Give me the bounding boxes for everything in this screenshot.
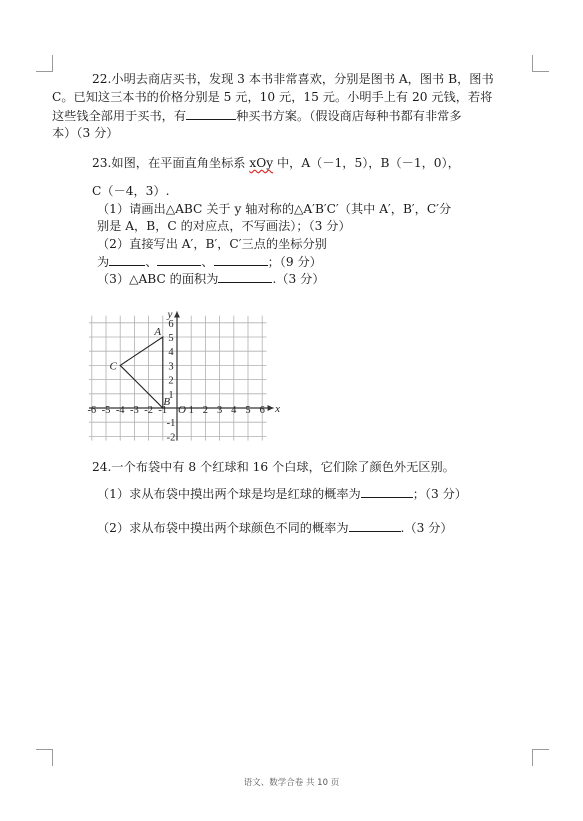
y-tick-label: 2 xyxy=(168,375,174,387)
x-axis-label: x xyxy=(275,403,281,415)
coordinate-grid xyxy=(87,296,292,444)
q24-line: 24.一个布袋中有 8 个红球和 16 个白球，它们除了颜色外无区别。 xyxy=(92,460,455,474)
x-tick-label: 1 xyxy=(188,405,194,416)
y-tick-label: 1 xyxy=(168,389,174,401)
q23-line: （1）请画出△ABC 关于 y 轴对称的△A′B′C′（其中 A′，B′，C′分 xyxy=(97,202,452,216)
page-corner-mark xyxy=(532,55,549,72)
x-tick-label: -5 xyxy=(101,405,111,416)
x-tick-label: -2 xyxy=(144,405,153,416)
tick-labels xyxy=(87,308,280,443)
answer-blank[interactable] xyxy=(157,253,201,266)
x-tick-label: 5 xyxy=(245,405,251,416)
page-corner-mark xyxy=(36,55,53,72)
q22-line: 这些钱全部用于买书，有 种买书方案。（假设商店每种书都有非常多 xyxy=(52,109,462,123)
answer-blank[interactable] xyxy=(186,107,236,120)
q24-line: （1）求从布袋中摸出两个球是均是红球的概率为 ；（3 分） xyxy=(97,487,467,501)
q24-line: （2）求从布袋中摸出两个球颜色不同的概率为 .（3 分） xyxy=(97,521,453,535)
page-corner-mark xyxy=(36,749,53,766)
answer-blank[interactable] xyxy=(214,253,268,266)
q23-line: 为 、 、 ；（9 分） xyxy=(97,255,322,269)
y-tick-label: 5 xyxy=(168,333,174,344)
y-tick-label: 4 xyxy=(168,347,174,359)
answer-blank[interactable] xyxy=(361,485,413,498)
q22-line: C。已知这三本书的价格分别是 5 元，10 元，15 元。小明手上有 20 元钱，若将 xyxy=(52,90,493,104)
x-tick-label: 3 xyxy=(216,405,223,416)
page-corner-mark xyxy=(532,749,549,766)
page-footer: 语文、数学合卷 共 10 页 xyxy=(243,778,340,788)
triangle-outline xyxy=(120,337,163,408)
answer-blank[interactable] xyxy=(349,519,401,532)
x-tick-label: -4 xyxy=(115,405,125,416)
x-axis-arrow xyxy=(268,405,274,411)
q23-line: 别是 A，B，C 的对应点，不写画法）；（3 分） xyxy=(97,219,351,233)
x-tick-label: -1 xyxy=(158,405,168,416)
q22-line: 本）（3 分） xyxy=(52,126,119,140)
q23-line: 23.如图，在平面直角坐标系 xOy 中，A（－1，5），B（－1，0）， xyxy=(92,156,460,170)
y-axis-arrow xyxy=(174,311,180,317)
point-label-b: B xyxy=(163,396,171,408)
q23-line: C（－4，3）. xyxy=(92,184,170,198)
x-tick-label: -6 xyxy=(87,405,97,416)
x-tick-label: 6 xyxy=(259,405,265,416)
grid-lines xyxy=(89,316,267,444)
y-axis-label: y xyxy=(167,308,173,321)
coordinate-system-name: xOy xyxy=(249,156,274,170)
q22-line: 22.小明去商店买书，发现 3 本书非常喜欢，分别是图书 A，图书 B，图书 xyxy=(92,72,494,86)
answer-blank[interactable] xyxy=(218,270,272,283)
x-tick-label: 4 xyxy=(231,405,237,416)
origin-label: O xyxy=(178,404,186,416)
y-tick-label: 6 xyxy=(168,318,174,330)
q23-line: （3）△ABC 的面积为 .（3 分） xyxy=(97,272,325,286)
point-label-a: A xyxy=(154,326,162,338)
x-tick-label: -3 xyxy=(130,405,139,416)
triangle-abc xyxy=(109,326,174,408)
answer-blank[interactable] xyxy=(109,253,145,266)
y-tick-label: -2 xyxy=(166,432,176,444)
point-label-c: C xyxy=(109,360,117,373)
y-tick-label: -1 xyxy=(166,418,176,430)
q23-line: （2）直接写出 A′，B′，C′三点的坐标分别 xyxy=(97,237,327,251)
y-tick-label: 3 xyxy=(168,361,174,373)
x-tick-label: 2 xyxy=(202,405,209,416)
axes xyxy=(89,311,274,440)
